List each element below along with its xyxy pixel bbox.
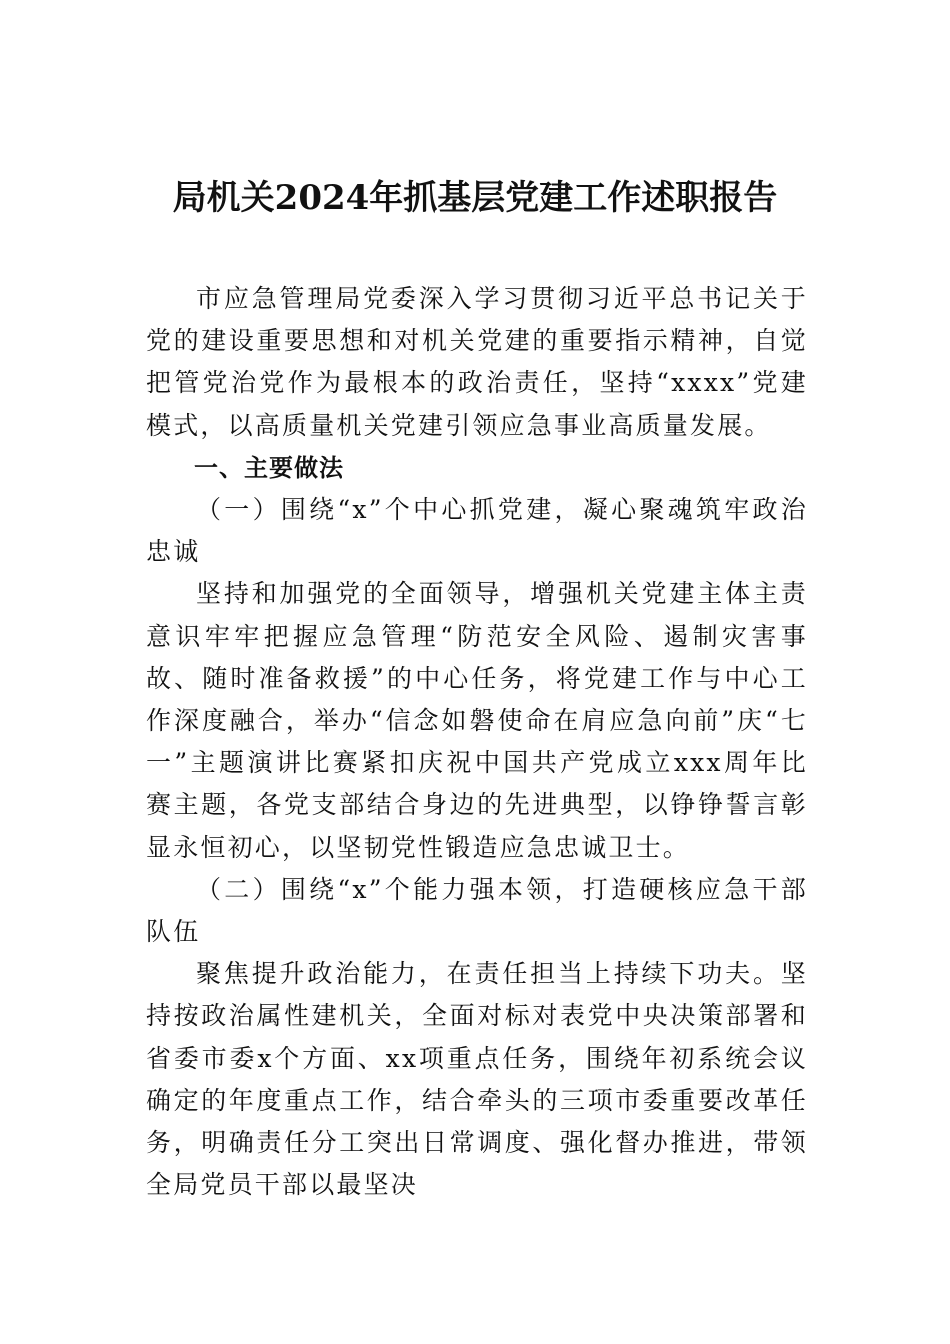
section-heading-main-practices: 一、主要做法 <box>194 453 344 482</box>
document-body <box>146 278 808 1206</box>
subsection-heading-1: （一）围绕“x”个中心抓党建，凝心聚魂筑牢政治忠诚 <box>146 495 808 567</box>
subsection-1-paragraph: 坚持和加强党的全面领导，增强机关党建主体主责意识牢牢把握应急管理“防范安全风险、遏制灾害事故、随时准备救援”的中心任务，将党建工作与中心工作深度融合，举办“信念如磐使命在肩应急向前”庆“七一”主题演讲比赛紧扣庆祝中国共产党成立xxx周年比赛主题，各党支部结合身边的先进典型，以铮铮誓言彰显永恒初心，以坚韧党性锻造应急忠诚卫士。 <box>146 579 808 862</box>
intro-paragraph: 市应急管理局党委深入学习贯彻习近平总书记关于党的建设重要思想和对机关党建的重要指示精神，自觉把管党治党作为最根本的政治责任，坚持“xxxx”党建模式，以高质量机关党建引领应急事业高质量发展。 <box>146 284 808 440</box>
document-title: 局机关2024年抓基层党建工作述职报告 <box>172 178 778 218</box>
subsection-2-paragraph: 聚焦提升政治能力，在责任担当上持续下功夫。坚持按政治属性建机关，全面对标对表党中央决策部署和省委市委x个方面、xx项重点任务，围绕年初系统会议确定的年度重点工作，结合牵头的三项市委重要改革任务，明确责任分工突出日常调度、强化督办推进，带领全局党员干部以最坚决 <box>146 959 808 1200</box>
subsection-heading-2: （二）围绕“x”个能力强本领，打造硬核应急干部队伍 <box>146 874 808 947</box>
